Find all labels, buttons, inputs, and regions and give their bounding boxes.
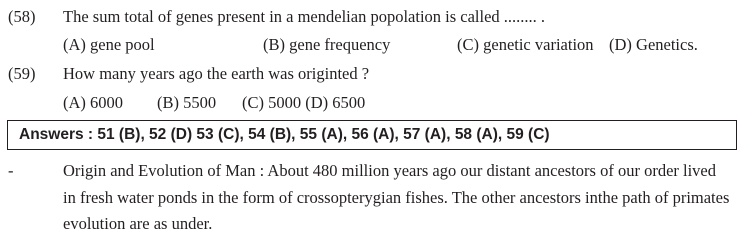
option-c-d: (C) 5000 (D) 6500 [242,93,366,112]
paragraph-line: evolution are as under. [63,214,213,233]
paragraph-line: in fresh water ponds in the form of crossopterygian fishes. The other ancestors inthe path of primates [63,188,730,207]
option-a: (A) 6000 [63,93,124,112]
option-b: (B) gene frequency [263,35,391,54]
option-a: (A) gene pool [63,35,155,54]
option-d: (D) Genetics. [609,35,698,54]
bullet-dash: - [8,161,14,180]
answers-text: Answers : 51 (B), 52 (D) 53 (C), 54 (B), 55 (A), 56 (A), 57 (A), 58 (A), 59 (C) [19,126,550,143]
paragraph-line: Origin and Evolution of Man : About 480 million years ago our distant ancestors of our order lived [63,161,717,180]
question-text: How many years ago the earth was originted ? [63,64,370,83]
option-b: (B) 5500 [157,93,217,112]
question-number: (58) [8,7,36,26]
option-c: (C) genetic variation [457,35,594,54]
question-number: (59) [8,64,36,83]
answers-box [7,120,737,150]
question-text: The sum total of genes present in a mendelian popolation is called ........ . [63,7,546,26]
